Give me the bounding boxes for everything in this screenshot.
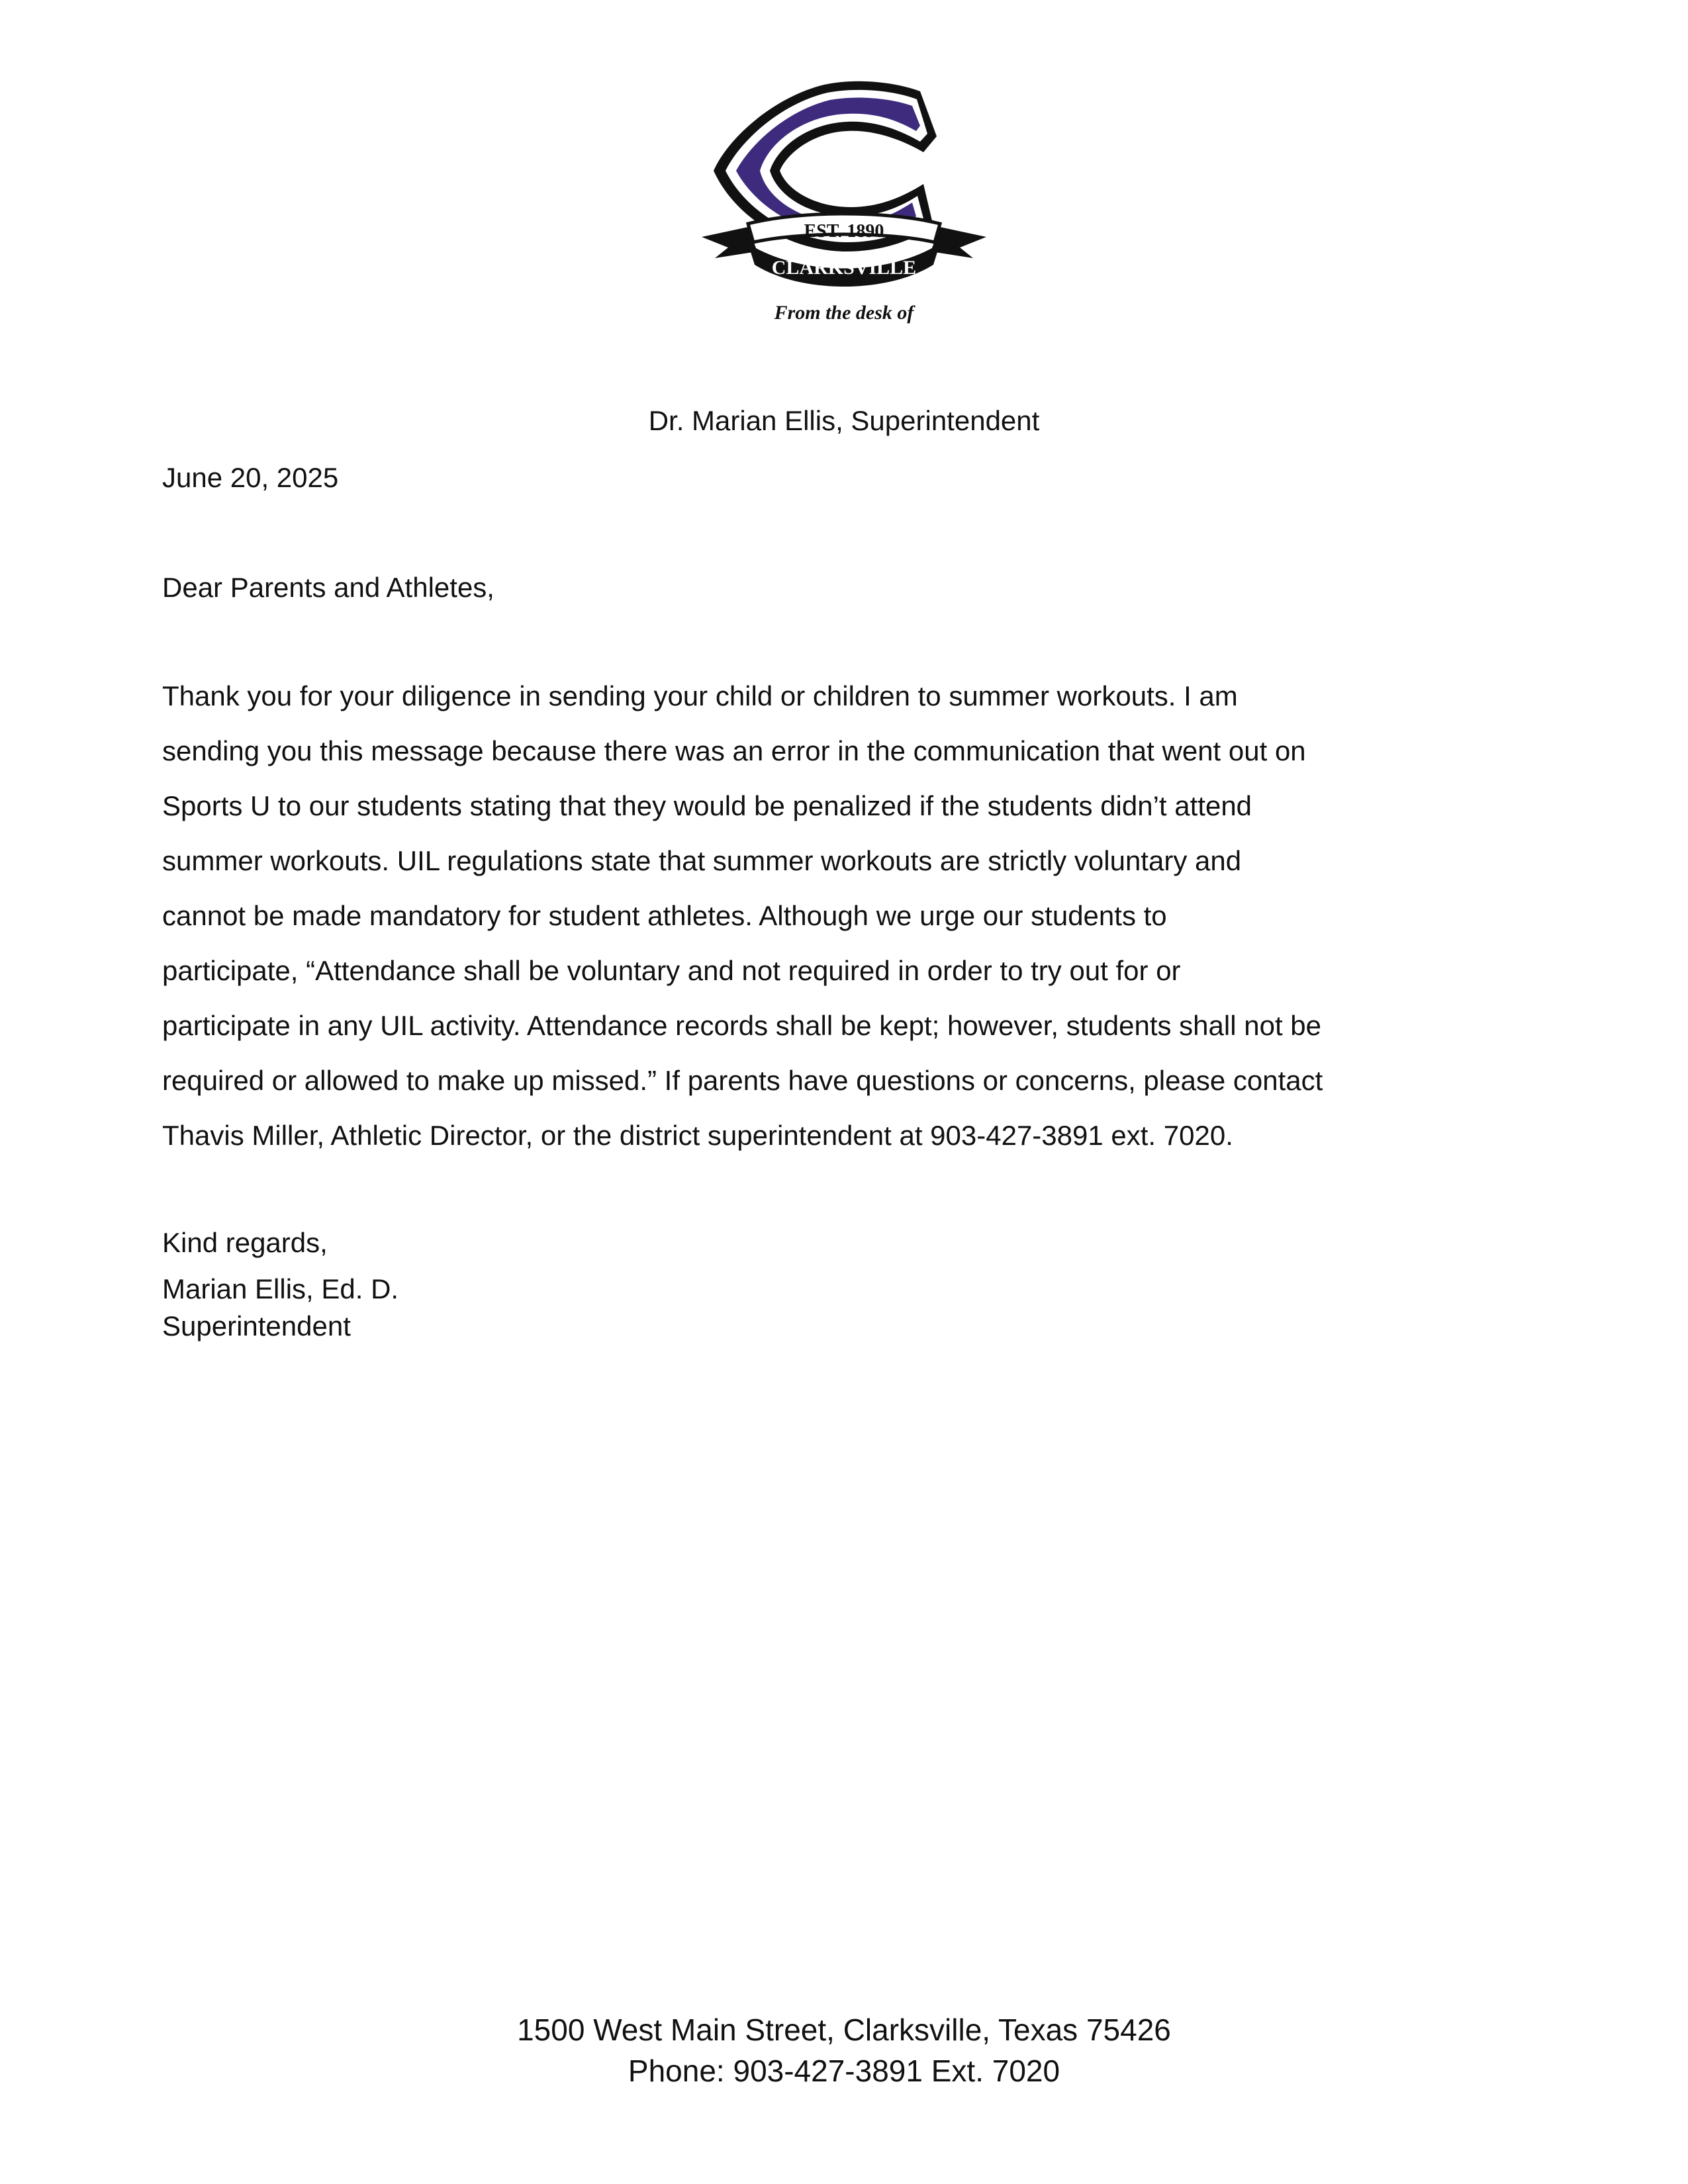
footer-phone: Phone: 903-427-3891 Ext. 7020 <box>628 2054 1060 2088</box>
body-line: participate in any UIL activity. Attendance records shall be kept; however, students shall not be <box>162 1010 1321 1041</box>
letter-body <box>162 668 1552 1163</box>
letter-closing: Kind regards, <box>162 1227 328 1258</box>
body-line: Thank you for your diligence in sending your child or children to summer workouts. I am <box>162 680 1238 711</box>
body-line: sending you this message because there was an error in the communication that went out on <box>162 735 1306 766</box>
logo-banner-name-text: CLARKSVILLE <box>771 257 917 279</box>
body-line: Sports U to our students stating that they would be penalized if the students didn’t attend <box>162 790 1252 821</box>
body-line: Thavis Miller, Athletic Director, or the district superintendent at 903-427-3891 ext. 7020. <box>162 1120 1233 1151</box>
body-line: cannot be made mandatory for student athletes. Although we urge our students to <box>162 900 1167 931</box>
letter-greeting: Dear Parents and Athletes, <box>162 572 494 603</box>
body-line: required or allowed to make up missed.” If parents have questions or concerns, please contact <box>162 1065 1323 1096</box>
signature-name: Marian Ellis, Ed. D. <box>162 1273 399 1304</box>
logo-banner-est-text: EST. 1890 <box>804 221 884 242</box>
clarksville-c-logo-icon <box>702 78 986 296</box>
body-line: participate, “Attendance shall be voluntary and not required in order to try out for or <box>162 955 1181 986</box>
letterhead-from-name: Dr. Marian Ellis, Superintendent <box>648 405 1040 436</box>
letter-date: June 20, 2025 <box>162 462 339 493</box>
body-line: summer workouts. UIL regulations state that summer workouts are strictly voluntary and <box>162 845 1242 876</box>
from-the-desk-of: From the desk of <box>774 302 914 324</box>
footer-address: 1500 West Main Street, Clarksville, Texas 75426 <box>517 2013 1171 2047</box>
signature-title: Superintendent <box>162 1310 351 1342</box>
letterhead-logo <box>702 78 986 343</box>
